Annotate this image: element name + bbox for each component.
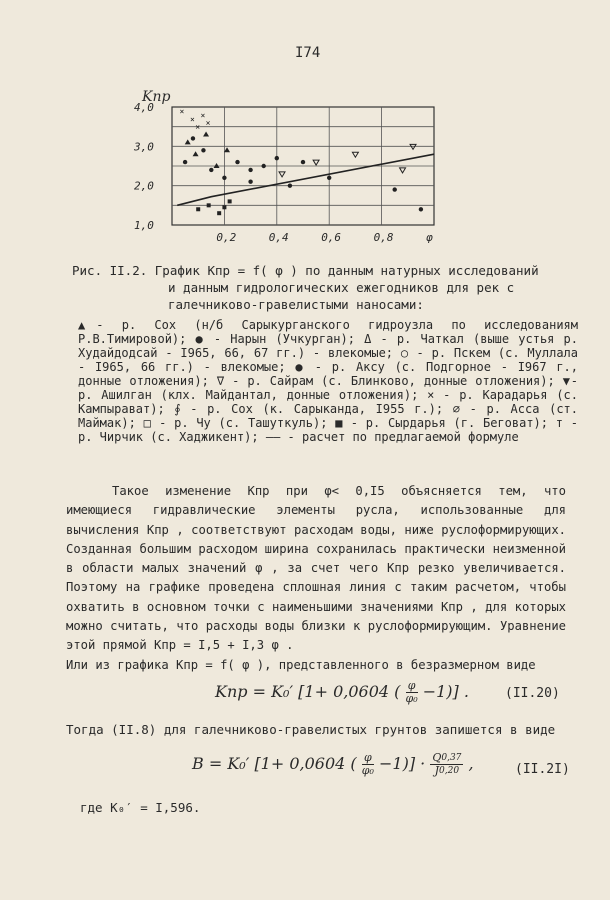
formula-line xyxy=(177,154,434,205)
data-point: × xyxy=(195,122,201,132)
data-point xyxy=(222,205,226,209)
data-point xyxy=(203,132,209,137)
y-tick-label: 4,0 xyxy=(134,101,154,114)
equation-number: (II.20) xyxy=(505,686,560,701)
y-tick-label: 1,0 xyxy=(134,219,154,232)
y-tick-label: 3,0 xyxy=(134,140,154,154)
data-point xyxy=(248,180,252,184)
equation-II21 xyxy=(192,752,474,777)
data-point xyxy=(235,160,239,164)
data-point xyxy=(191,136,195,140)
x-tick-label: 0,4 xyxy=(268,231,289,244)
data-point: × xyxy=(179,106,185,116)
eq-frac-den: φ₀ xyxy=(405,692,418,705)
eq-tail: −1)] · xyxy=(378,754,426,773)
x-tick-label: 0,6 xyxy=(321,231,342,244)
data-point xyxy=(288,183,292,187)
data-point xyxy=(228,199,232,203)
data-point xyxy=(262,164,266,168)
body-line: где K₀′ = I,596. xyxy=(80,800,201,815)
data-point xyxy=(183,160,187,164)
eq-j-den xyxy=(430,765,463,777)
eq-j-exponent: 0,20 xyxy=(439,766,460,776)
data-point: × xyxy=(205,118,211,128)
y-axis-label: Kпр xyxy=(142,89,171,105)
paragraph-line: Или из графика Kпр = f( φ ), представленного в безразмерном виде xyxy=(66,657,536,672)
x-tick-label: 0,8 xyxy=(373,231,394,244)
data-point xyxy=(393,187,397,191)
chart-svg xyxy=(130,85,490,255)
data-point xyxy=(352,152,358,157)
x-tick-label: φ xyxy=(426,231,433,244)
data-point xyxy=(217,211,221,215)
eq-body: [1+ 0,0604 ( xyxy=(254,754,357,773)
figure-legend: ▲- р. Сох (н/б Сарыкурганского гидроузла по исследованиям Р.В.Тимировой); ● - Нарын (Учкурган); Δ - р. Чаткал (выше устья р. Худайдодсай - I965, 66, 67 гг.) - влекомые; ○ - р. Пскем (с. Муллала - I965, 66 гг.) - влекомые; ● - р. Аксу (с. Подгорное - I967 г., донные отложения); ∇ - р. Сайрам (с. Блинково, донные отложения); ▼- р. Ашилган (клх. Майдантал, донные отложения); × - р. Карадарья (с. Кампырават); ∮ - р. Сох (к. Сарыканда, I955 г.); ∅ - р. Асса (ст. Маймак); □ - р. Чу (с. Ташуткуль); ■ - р. Сырдарья (г. Беговат); т - р. Чирчик (с. Хаджикент); —— - расчет по предлагаемой формуле xyxy=(78,318,578,444)
data-point xyxy=(224,147,230,152)
figure-caption xyxy=(72,262,572,313)
data-point xyxy=(214,163,220,168)
caption-line: галечниково-гравелистыми наносами: xyxy=(168,297,424,312)
data-point xyxy=(275,156,279,160)
eq-q-fraction xyxy=(430,752,463,777)
data-point xyxy=(279,172,285,177)
data-point xyxy=(327,176,331,180)
caption-line: и данным гидрологических ежегодников для рек с xyxy=(168,280,515,295)
eq-frac-den: φ₀ xyxy=(361,764,374,777)
data-point xyxy=(193,151,199,156)
data-point xyxy=(222,176,226,180)
eq-frac-num: φ xyxy=(362,752,374,765)
eq-q-exponent: 0,37 xyxy=(441,753,462,763)
eq-lhs: Kпр = K₀′ xyxy=(215,682,294,701)
page-number: I74 xyxy=(295,45,321,61)
data-point xyxy=(301,160,305,164)
data-point xyxy=(196,207,200,211)
equation-number: (II.2I) xyxy=(515,762,570,777)
y-tick-label: 2,0 xyxy=(134,179,154,193)
data-point: × xyxy=(200,110,206,120)
scatter-chart xyxy=(130,85,490,255)
eq-fraction xyxy=(406,680,418,705)
data-point: × xyxy=(189,114,195,124)
eq-frac-num: φ xyxy=(406,680,418,693)
eq-lhs: B = K₀′ xyxy=(192,754,250,773)
eq-body: [1+ 0,0604 ( xyxy=(298,682,401,701)
data-point xyxy=(209,168,213,172)
data-point xyxy=(313,160,319,165)
body-text xyxy=(66,482,566,675)
paragraph: Такое изменение Kпр при φ< 0,I5 объясняется тем, что имеющиеся гидравлические элементы русла, использованные для вычисления Kпр , соответствуют расходам воды, ниже руслоформирующих. Созданная большим расходом ширина сохранилась практически неизменной в области малых значений φ , за счет чего Kпр резко увеличивается. Поэтому на графике проведена сплошная линия с таким расчетом, чтобы охватить в основном точки с наименьшими значениями Kпр , для которых можно считать, что расходы воды близки к руслоформирующим. Уравнение этой прямой Kпр = I,5 + I,3 φ . xyxy=(66,484,566,653)
eq-q-symbol: Q xyxy=(432,751,442,764)
data-point xyxy=(207,203,211,207)
caption-line: Рис. II.2. График Kпр = f( φ ) по данным натурных исследований xyxy=(72,263,539,278)
data-point xyxy=(201,148,205,152)
eq-tail: −1)] . xyxy=(422,682,469,701)
data-point xyxy=(185,139,191,144)
eq-end: , xyxy=(468,754,474,773)
data-point xyxy=(419,207,423,211)
data-point xyxy=(410,144,416,149)
data-point xyxy=(400,168,406,173)
equation-II20 xyxy=(215,680,469,705)
data-point xyxy=(248,168,252,172)
x-tick-label: 0,2 xyxy=(216,231,237,244)
body-line: Тогда (II.8) для галечниково-гравелистых грунтов запишется в виде xyxy=(66,722,556,737)
eq-j-symbol: J xyxy=(434,764,440,777)
eq-fraction xyxy=(362,752,374,777)
